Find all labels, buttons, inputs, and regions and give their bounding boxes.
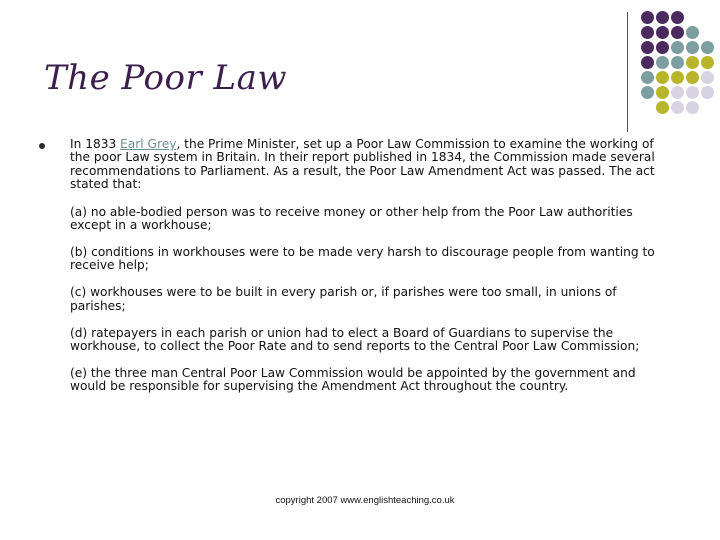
dot <box>671 56 684 69</box>
point-b: (b) conditions in workhouses were to be made very harsh to discourage people from wanting to receive help; <box>70 244 655 273</box>
dot <box>641 71 654 84</box>
dot <box>686 101 699 114</box>
dot <box>686 71 699 84</box>
copyright-footer: copyright 2007 www.englishteaching.co.uk <box>275 495 455 506</box>
intro-text-before-link: In 1833 <box>70 137 121 151</box>
point-d: (d) ratepayers in each parish or union had to elect a Board of Guardians to supervise the workhouse, to collect the Poor Rate and to send reports to the Central Poor Law Commission; <box>70 325 640 353</box>
dot <box>671 101 684 114</box>
body-content <box>70 138 670 407</box>
page-title: The Poor Law <box>44 58 287 98</box>
dot <box>671 11 684 24</box>
dot <box>671 41 684 54</box>
dot <box>686 86 699 99</box>
vertical-divider <box>627 12 628 132</box>
dot <box>656 71 669 84</box>
intro-paragraph <box>70 138 670 192</box>
dot <box>641 86 654 99</box>
dot <box>701 71 714 84</box>
dot <box>656 101 669 114</box>
earl-grey-link[interactable]: Earl Grey <box>120 137 177 151</box>
dot <box>686 26 699 39</box>
dot <box>656 86 669 99</box>
dot <box>641 56 654 69</box>
dot <box>656 26 669 39</box>
dot <box>701 56 714 69</box>
intro-text-after-link: , the Prime Minister, set up a Poor Law Commission to examine the working of the poor Law system in Britain. In their report published in 1834, the Commission made several recommendations to Parliament. As a result, the Poor Law Amendment Act was passed. The act stated that: <box>70 137 655 192</box>
dot <box>656 41 669 54</box>
point-e: (e) the three man Central Poor Law Commission would be appointed by the government and would be responsible for supervising the Amendment Act throughout the country. <box>70 365 636 394</box>
point-a: (a) no able-bodied person was to receive money or other help from the Poor Law authorities except in a workhouse; <box>70 204 633 233</box>
dot <box>686 41 699 54</box>
dot <box>671 26 684 39</box>
dot <box>641 26 654 39</box>
dot <box>671 71 684 84</box>
dot <box>656 56 669 69</box>
dot <box>641 11 654 24</box>
dot <box>671 86 684 99</box>
dot <box>686 56 699 69</box>
dot <box>656 11 669 24</box>
dot <box>641 41 654 54</box>
bullet-icon <box>39 143 45 149</box>
dot <box>701 86 714 99</box>
point-c: (c) workhouses were to be built in every parish or, if parishes were too small, in unions of parishes; <box>70 285 617 313</box>
dot <box>701 41 714 54</box>
